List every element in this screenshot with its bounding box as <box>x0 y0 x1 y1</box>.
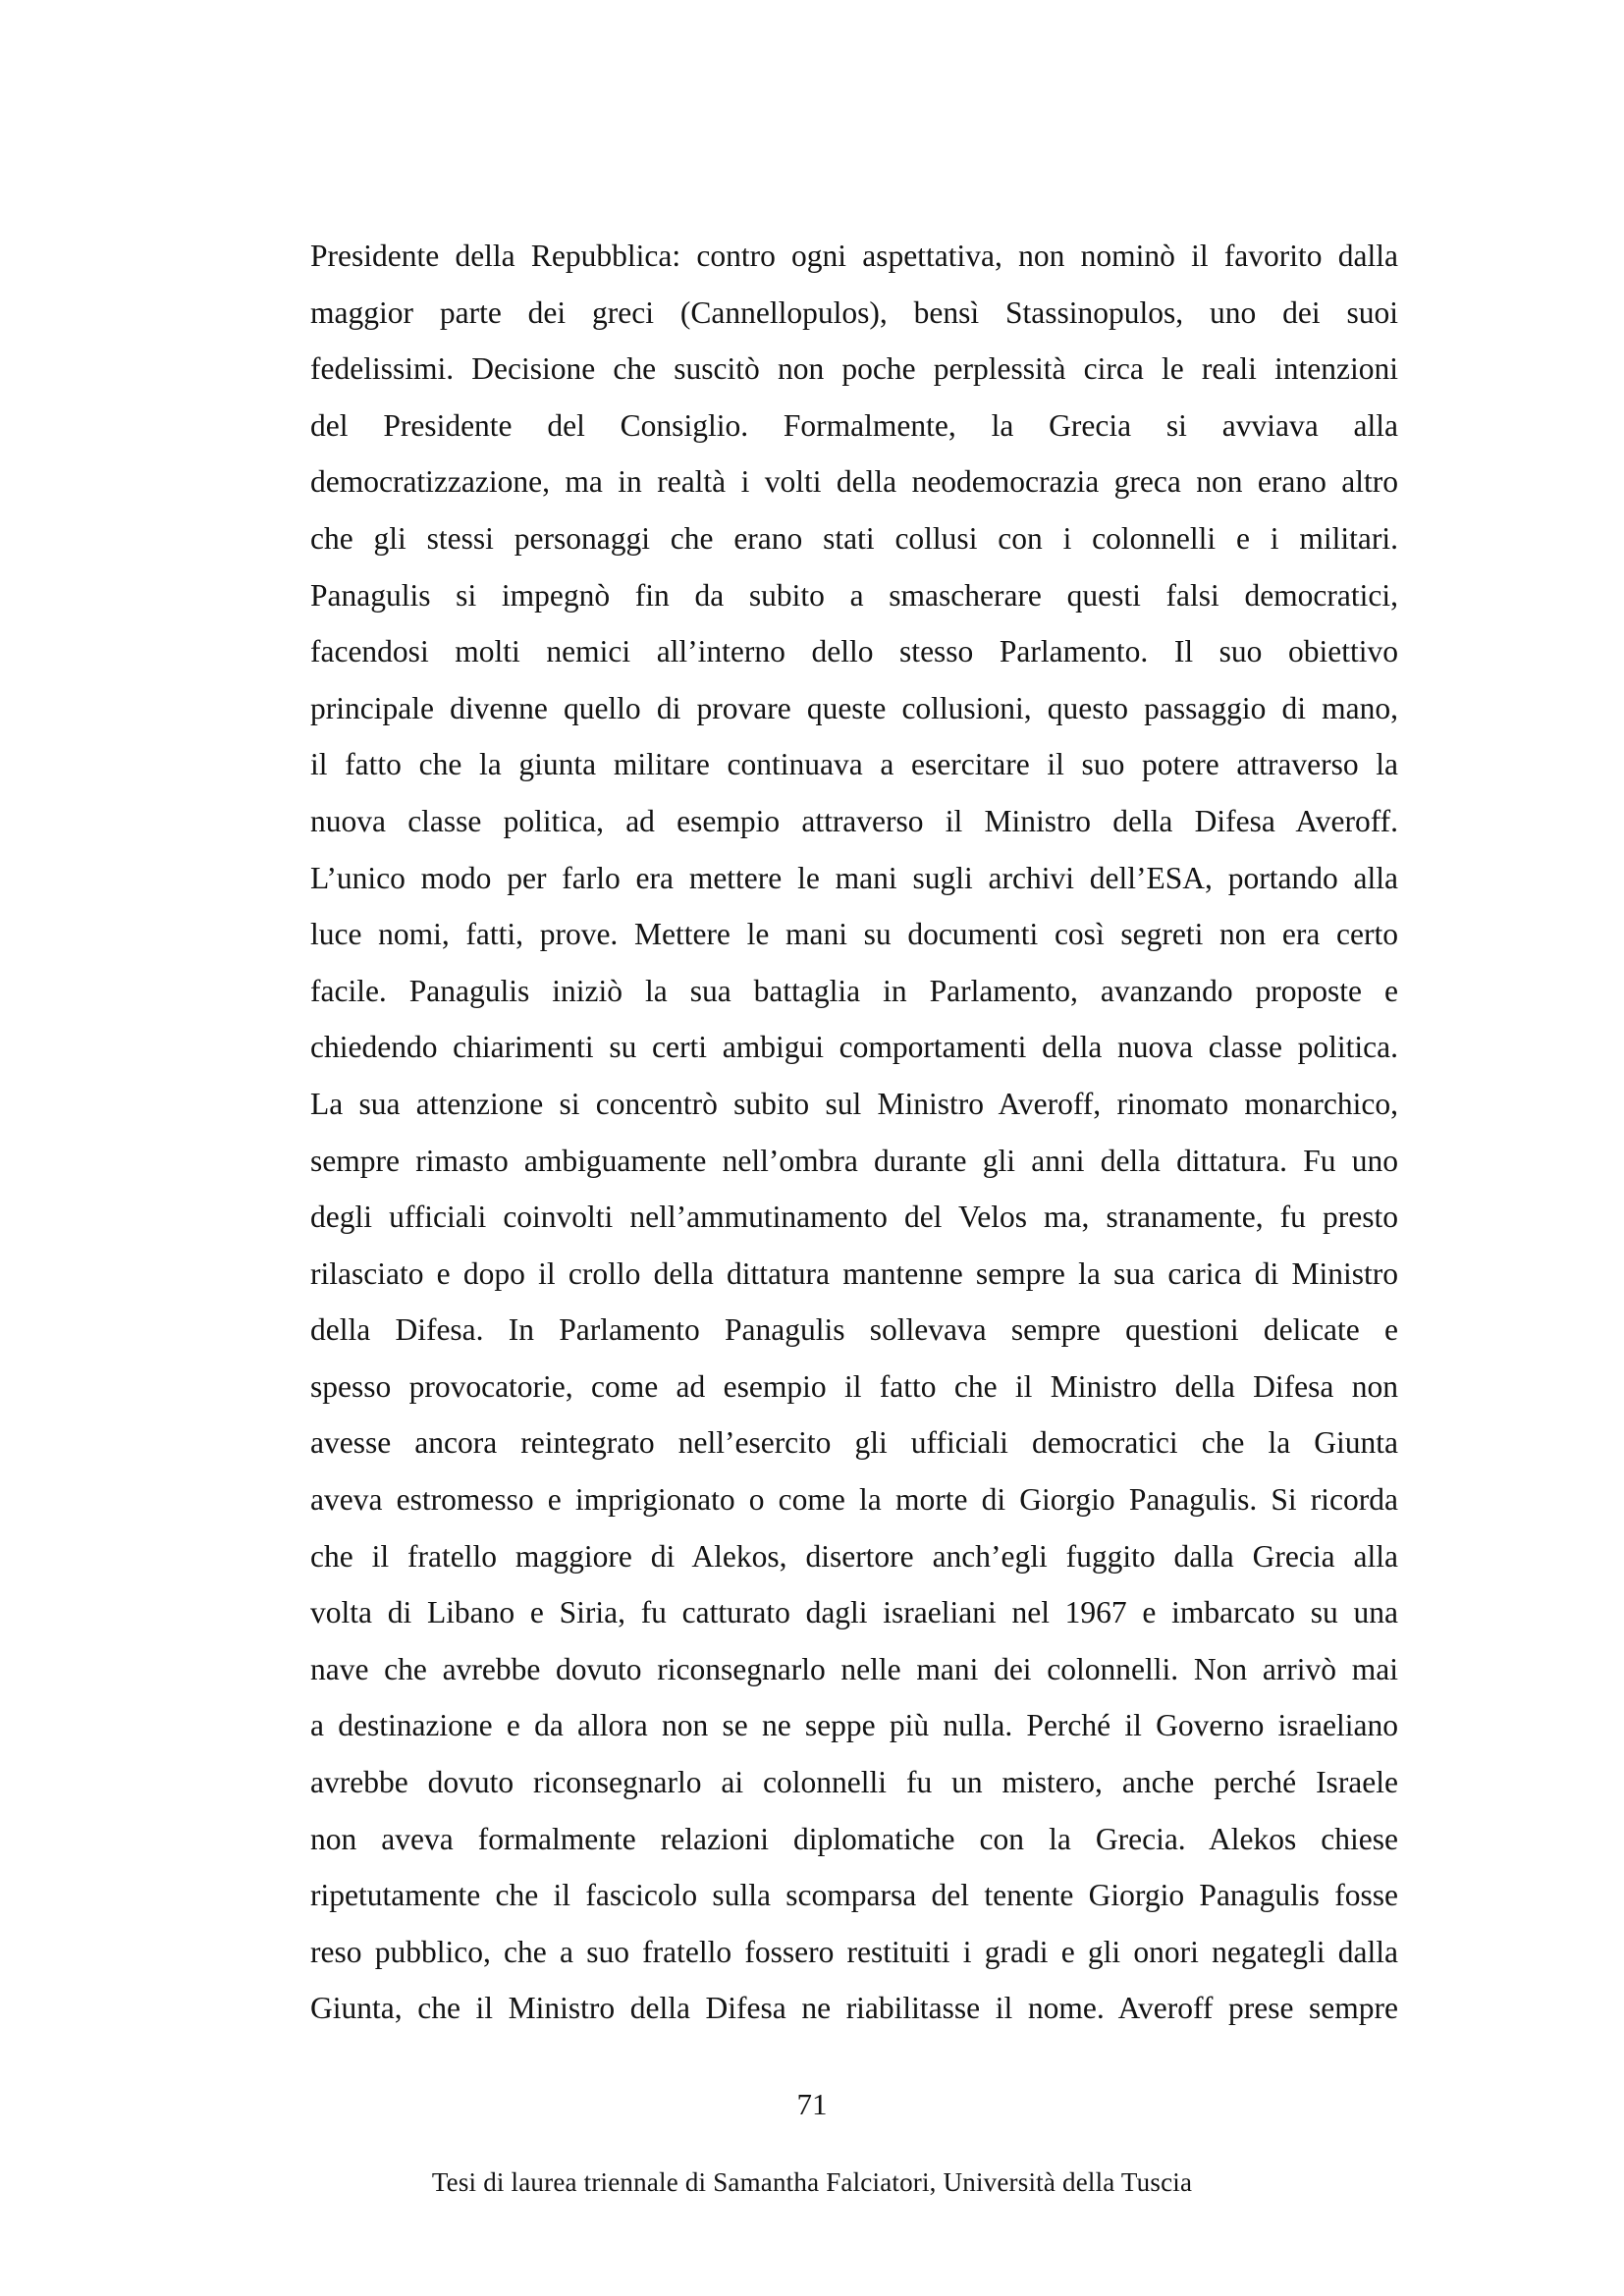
text-line: ripetutamente che il fascicolo sulla scomparsa del tenente Giorgio Panagulis fosse <box>310 1878 1398 1913</box>
text-line: sempre rimasto ambiguamente nell’ombra durante gli anni della dittatura. Fu uno <box>310 1143 1398 1178</box>
text-line: il fatto che la giunta militare continuava a esercitare il suo potere attraverso la <box>310 747 1398 782</box>
text-line: principale divenne quello di provare queste collusioni, questo passaggio di mano, <box>310 690 1398 725</box>
page-number: 71 <box>796 2087 828 2121</box>
text-line: rilasciato e dopo il crollo della dittatura mantenne sempre la sua carica di Ministro <box>310 1255 1398 1291</box>
text-line: avrebbe dovuto riconsegnarlo ai colonnelli fu un mistero, anche perché Israele <box>310 1765 1398 1800</box>
text-line: spesso provocatorie, come ad esempio il fatto che il Ministro della Difesa non <box>310 1368 1398 1404</box>
text-line: La sua attenzione si concentrò subito sul Ministro Averoff, rinomato monarchico, <box>310 1086 1398 1121</box>
body-paragraph <box>310 228 1398 2037</box>
text-line: chiedendo chiarimenti su certi ambigui comportamenti della nuova classe politica. <box>310 1030 1398 1065</box>
text-line: che il fratello maggiore di Alekos, disertore anch’egli fuggito dalla Grecia alla <box>310 1538 1398 1574</box>
text-line: luce nomi, fatti, prove. Mettere le mani su documenti così segreti non era certo <box>310 917 1398 952</box>
text-line: avesse ancora reintegrato nell’esercito gli ufficiali democratici che la Giunta <box>310 1425 1398 1461</box>
text-line: non aveva formalmente relazioni diplomatiche con la Grecia. Alekos chiese <box>310 1821 1398 1856</box>
text-line: degli ufficiali coinvolti nell’ammutinamento del Velos ma, stranamente, fu presto <box>310 1200 1398 1235</box>
text-line: L’unico modo per farlo era mettere le mani sugli archivi dell’ESA, portando alla <box>310 860 1398 895</box>
text-line: reso pubblico, che a suo fratello fossero restituiti i gradi e gli onori negategli dalla <box>310 1934 1398 1969</box>
text-line: Presidente della Repubblica: contro ogni aspettativa, non nominò il favorito dalla <box>310 239 1398 273</box>
text-line: aveva estromesso e imprigionato o come la morte di Giorgio Panagulis. Si ricorda <box>310 1482 1398 1518</box>
text-line: a destinazione e da allora non se ne seppe più nulla. Perché il Governo israeliano <box>310 1708 1398 1743</box>
text-line: nave che avrebbe dovuto riconsegnarlo nelle mani dei colonnelli. Non arrivò mai <box>310 1651 1398 1686</box>
text-line: facile. Panagulis iniziò la sua battaglia in Parlamento, avanzando proposte e <box>310 973 1398 1008</box>
text-line: facendosi molti nemici all’interno dello stesso Parlamento. Il suo obiettivo <box>310 634 1398 669</box>
text-line: fedelissimi. Decisione che suscitò non poche perplessità circa le reali intenzioni <box>310 351 1398 387</box>
text-line: che gli stessi personaggi che erano stati collusi con i colonnelli e i militari. <box>310 520 1398 556</box>
text-line: democratizzazione, ma in realtà i volti della neodemocrazia greca non erano altro <box>310 464 1398 500</box>
text-line: Panagulis si impegnò fin da subito a smascherare questi falsi democratici, <box>310 577 1398 613</box>
text-line: volta di Libano e Siria, fu catturato dagli israeliani nel 1967 e imbarcato su una <box>310 1595 1398 1630</box>
text-line: della Difesa. In Parlamento Panagulis sollevava sempre questioni delicate e <box>310 1312 1398 1348</box>
text-line: del Presidente del Consiglio. Formalmente, la Grecia si avviava alla <box>310 407 1398 443</box>
text-line: Giunta, che il Ministro della Difesa ne riabilitasse il nome. Averoff prese sempre <box>310 1991 1398 2026</box>
text-line: maggior parte dei greci (Cannellopulos), bensì Stassinopulos, uno dei suoi <box>310 294 1398 330</box>
text-line: nuova classe politica, ad esempio attraverso il Ministro della Difesa Averoff. <box>310 803 1398 838</box>
footer-note: Tesi di laurea triennale di Samantha Falciatori, Università della Tuscia <box>431 2167 1193 2197</box>
